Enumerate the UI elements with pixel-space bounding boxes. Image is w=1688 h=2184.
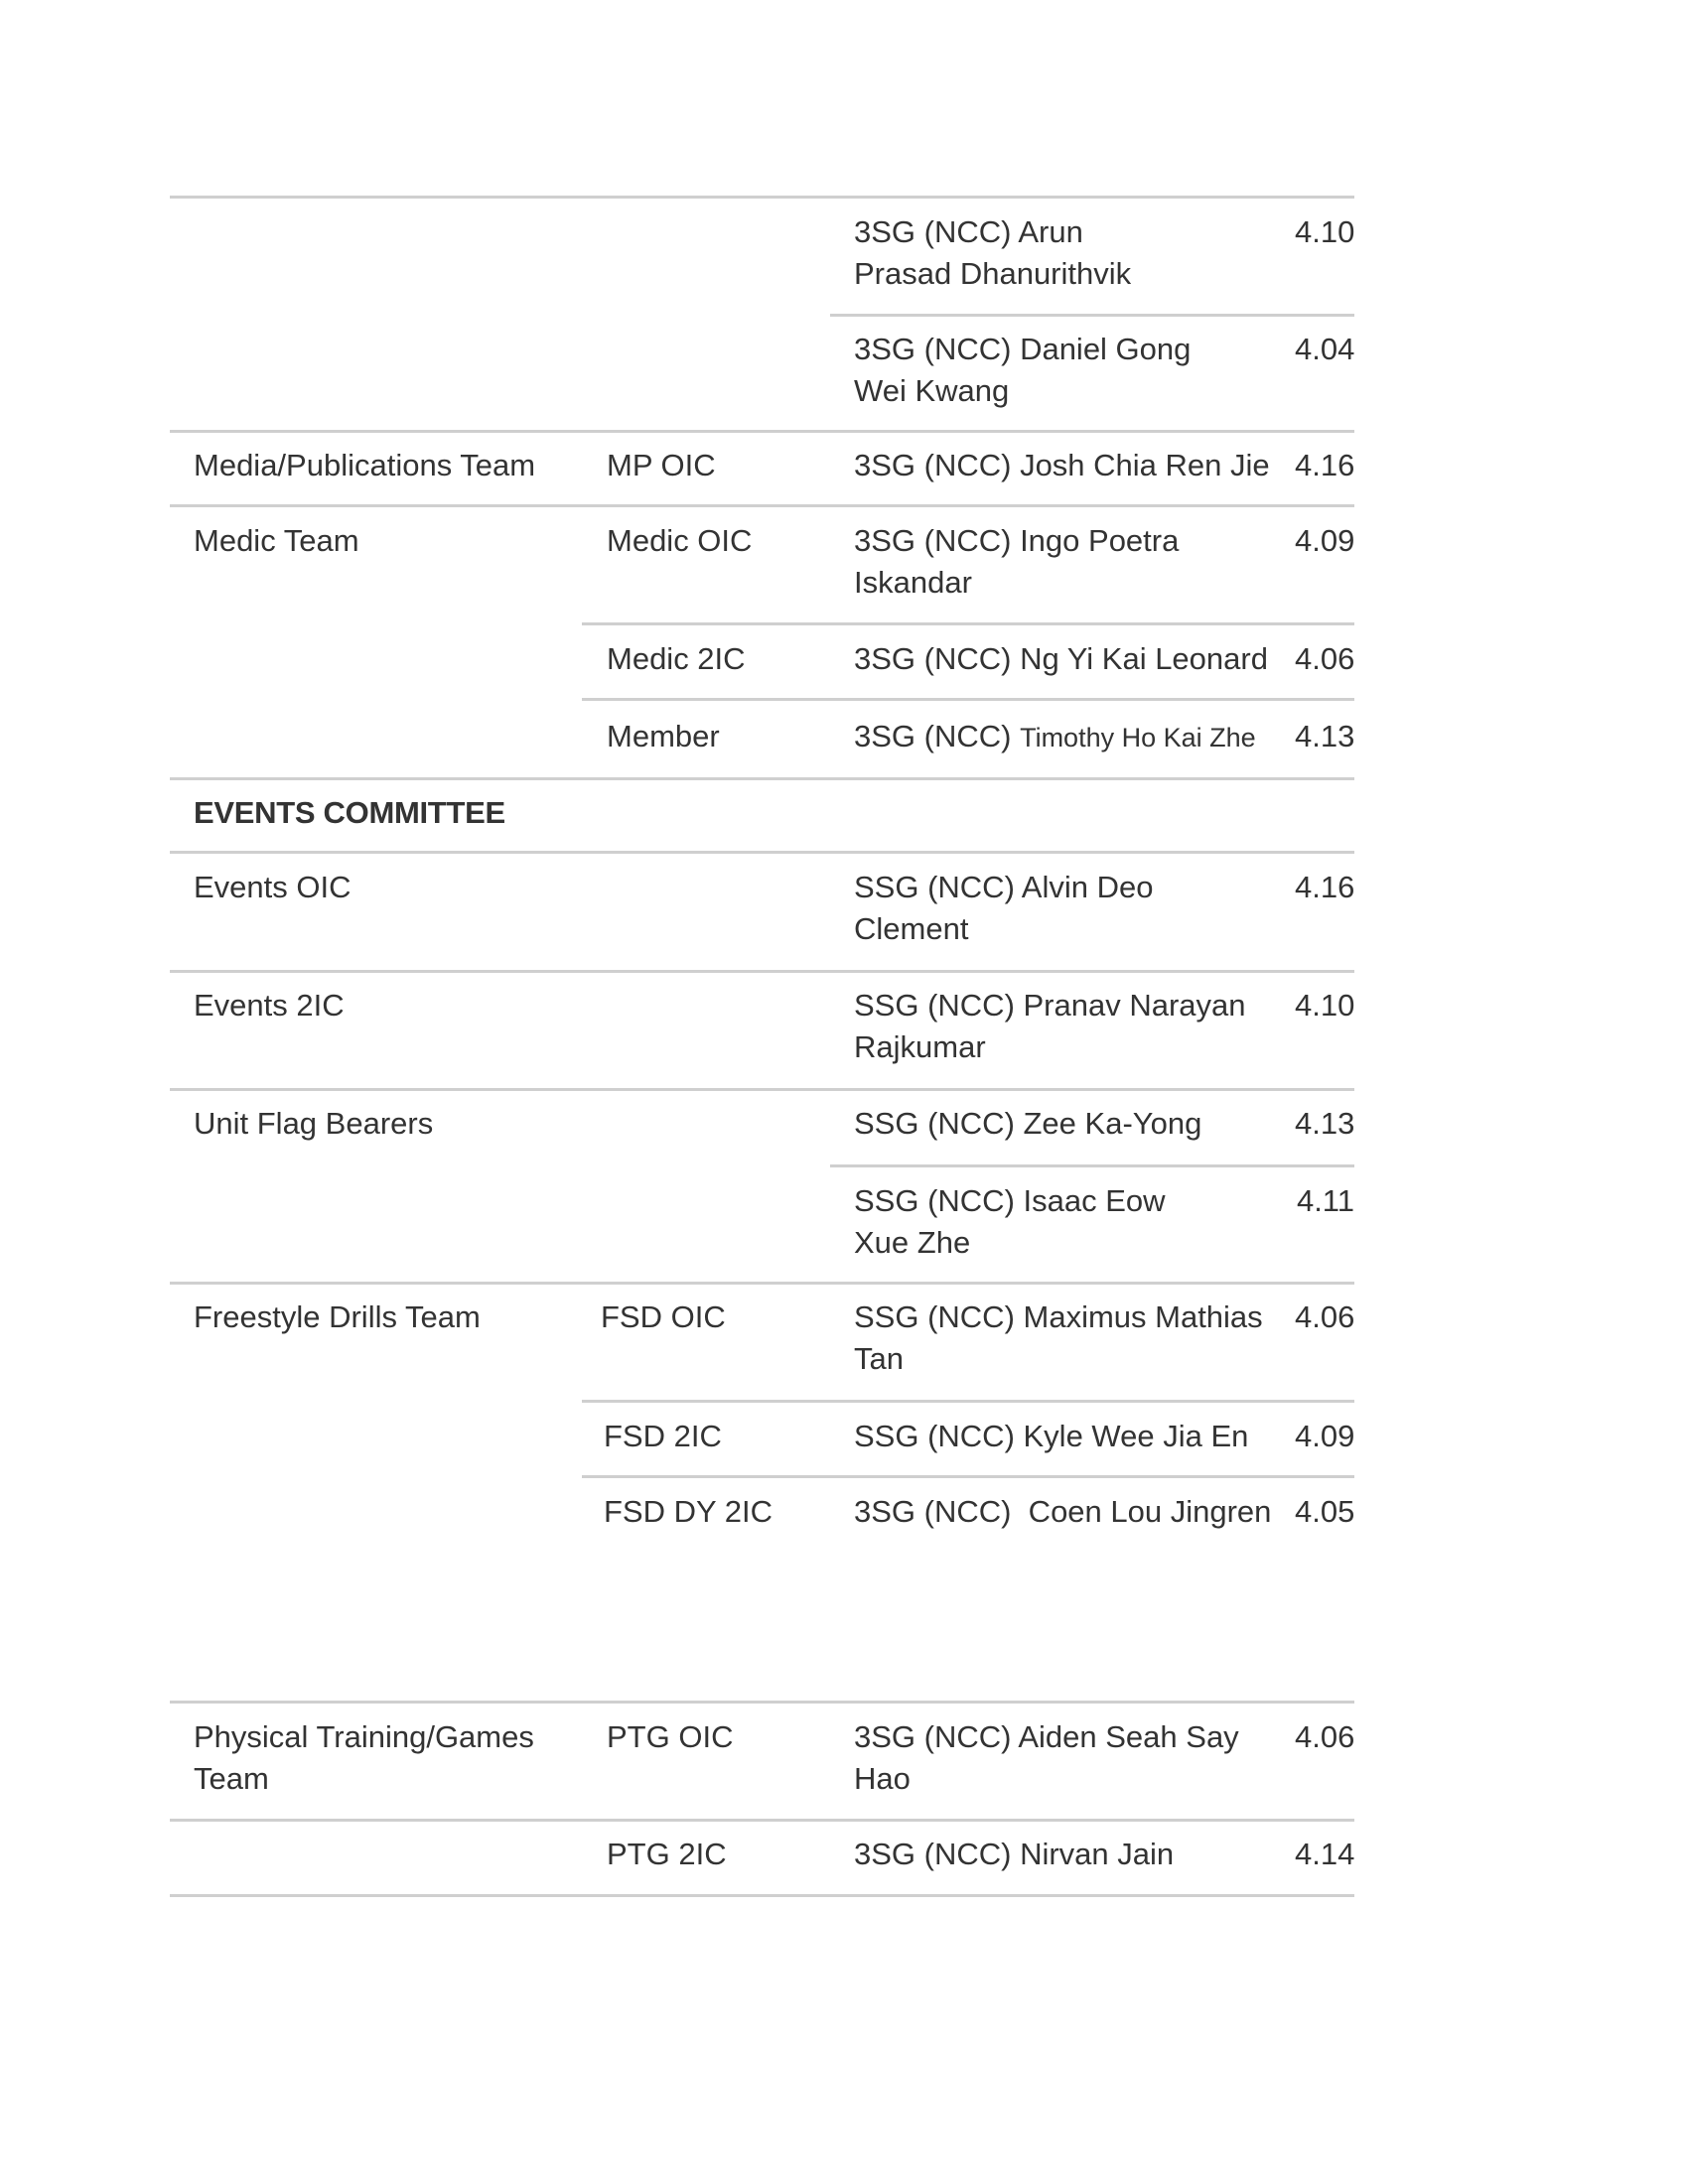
- table-divider: [582, 1475, 1354, 1478]
- role-name: PTG 2IC: [607, 1837, 727, 1871]
- team-name: Events 2IC: [194, 988, 345, 1023]
- member-rank: 3SG (NCC): [854, 719, 1012, 753]
- role-name: FSD 2IC: [604, 1419, 722, 1453]
- member-score: 4.13: [1295, 719, 1355, 753]
- member-score: 4.09: [1295, 1419, 1355, 1453]
- table-divider: [170, 1282, 1354, 1285]
- table-divider: [830, 1164, 1354, 1167]
- role-name: PTG OIC: [607, 1719, 734, 1754]
- member-name: 3SG (NCC) Aiden Seah Say Hao: [854, 1719, 1239, 1796]
- team-name: Medic Team: [194, 523, 359, 558]
- role-name: FSD DY 2IC: [604, 1494, 773, 1529]
- role-name: Medic 2IC: [607, 641, 746, 676]
- member-score: 4.16: [1295, 870, 1355, 904]
- member-score: 4.11: [1296, 1183, 1354, 1218]
- member-name: SSG (NCC) Alvin Deo Clement: [854, 870, 1154, 946]
- section-heading: EVENTS COMMITTEE: [194, 795, 505, 830]
- table-divider: [170, 777, 1354, 780]
- table-divider: [170, 504, 1354, 507]
- table-divider: [170, 1701, 1354, 1704]
- table-divider: [170, 1819, 1354, 1822]
- table-divider: [170, 430, 1354, 433]
- member-name: 3SG (NCC) Arun Prasad Dhanurithvik: [854, 214, 1132, 291]
- member-name: 3SG (NCC) Ng Yi Kai Leonard: [854, 641, 1268, 676]
- table-divider: [830, 314, 1354, 317]
- member-score: 4.16: [1295, 448, 1355, 482]
- team-name: Unit Flag Bearers: [194, 1106, 434, 1141]
- table-divider: [170, 1894, 1354, 1897]
- member-score: 4.13: [1295, 1106, 1355, 1141]
- table-divider: [170, 970, 1354, 973]
- team-name: Media/Publications Team: [194, 448, 536, 482]
- table-divider: [170, 851, 1354, 854]
- appointment-table: [170, 0, 1354, 2184]
- member-name: 3SG (NCC) Josh Chia Ren Jie: [854, 448, 1270, 482]
- member-name: SSG (NCC) Kyle Wee Jia En: [854, 1419, 1249, 1453]
- member-name: SSG (NCC) Pranav Narayan Rajkumar: [854, 988, 1246, 1064]
- role-name: FSD OIC: [601, 1299, 726, 1334]
- member-name: 3SG (NCC) Nirvan Jain: [854, 1837, 1175, 1871]
- member-score: 4.06: [1295, 641, 1355, 676]
- member-score: 4.06: [1295, 1299, 1355, 1334]
- member-score: 4.10: [1295, 214, 1355, 249]
- role-name: MP OIC: [607, 448, 716, 482]
- table-divider: [582, 622, 1354, 625]
- team-name: Events OIC: [194, 870, 352, 904]
- member-name: SSG (NCC) Isaac Eow Xue Zhe: [854, 1183, 1166, 1260]
- role-name: Member: [607, 719, 720, 753]
- member-name: 3SG (NCC) Ingo Poetra Iskandar: [854, 523, 1180, 600]
- member-name: [854, 716, 1256, 758]
- table-divider: [582, 1400, 1354, 1403]
- member-score: 4.04: [1295, 332, 1355, 366]
- member-name: SSG (NCC) Zee Ka-Yong: [854, 1106, 1202, 1141]
- member-name: SSG (NCC) Maximus Mathias Tan: [854, 1299, 1263, 1376]
- role-name: Medic OIC: [607, 523, 753, 558]
- member-score: 4.14: [1295, 1837, 1355, 1871]
- member-score: 4.06: [1295, 1719, 1355, 1754]
- member-score: 4.09: [1295, 523, 1355, 558]
- member-name: 3SG (NCC) Daniel Gong Wei Kwang: [854, 332, 1192, 408]
- member-score: 4.10: [1295, 988, 1355, 1023]
- table-divider: [170, 196, 1354, 199]
- member-score: 4.05: [1295, 1494, 1355, 1529]
- table-divider: [170, 1088, 1354, 1091]
- table-divider: [582, 698, 1354, 701]
- member-given-name: Timothy Ho Kai Zhe: [1020, 723, 1256, 752]
- team-name: Physical Training/Games Team: [194, 1719, 534, 1796]
- team-name: Freestyle Drills Team: [194, 1299, 481, 1334]
- member-name: 3SG (NCC) Coen Lou Jingren: [854, 1494, 1272, 1529]
